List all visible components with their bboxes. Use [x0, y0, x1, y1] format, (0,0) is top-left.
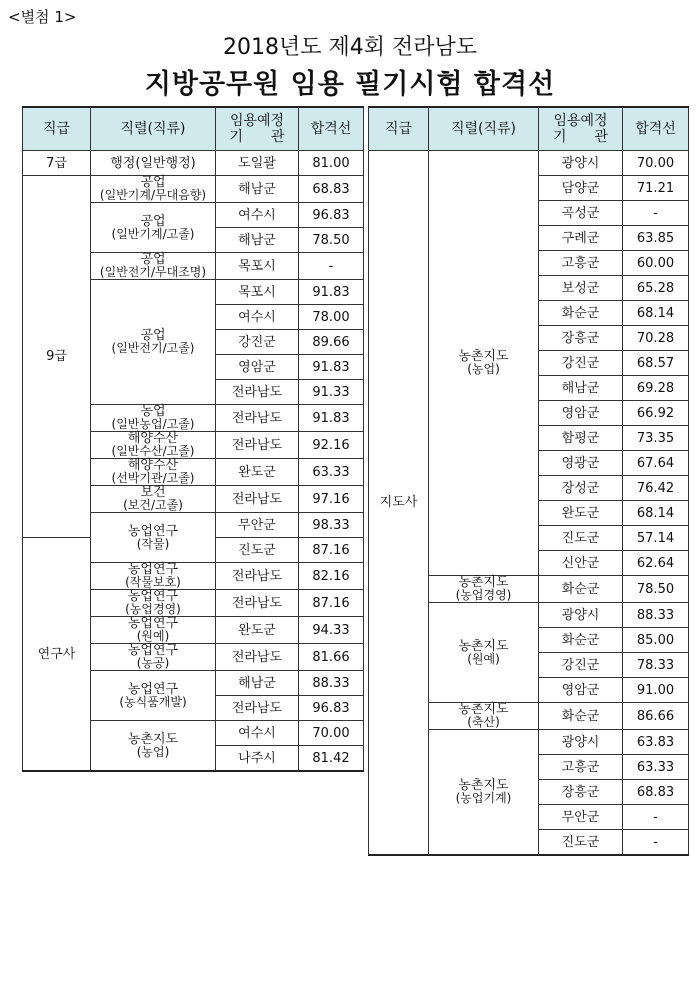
- agency-cell: 함평군: [539, 426, 623, 451]
- header-grade: 직급: [23, 107, 91, 151]
- cutoff-cell: 98.33: [299, 513, 364, 538]
- series-name: 해양수산: [127, 458, 179, 473]
- cutoff-cell: 81.42: [299, 746, 364, 772]
- series-detail: (농식품개발): [119, 694, 187, 709]
- agency-cell: 해남군: [216, 671, 299, 696]
- left-header-row: [23, 107, 364, 151]
- series-name: 공업: [140, 213, 166, 229]
- cutoff-cell: 78.00: [299, 305, 364, 330]
- agency-cell: 목포시: [216, 280, 299, 305]
- series-cell: [429, 576, 539, 603]
- right-header-row: [369, 107, 689, 151]
- agency-cell: 완도군: [539, 501, 623, 526]
- series-cell: [91, 151, 216, 176]
- cutoff-cell: 60.00: [623, 251, 689, 276]
- series-name: 농업연구: [127, 589, 179, 604]
- cutoff-cell: 57.14: [623, 526, 689, 551]
- series-cell: [91, 405, 216, 432]
- series-name: 농업: [140, 404, 166, 419]
- cutoff-cell: 70.00: [299, 721, 364, 746]
- series-detail: (일반기계/고졸): [111, 226, 195, 241]
- cutoff-cell: 68.57: [623, 351, 689, 376]
- agency-cell: 장성군: [539, 476, 623, 501]
- series-detail: (농업기계): [455, 791, 512, 805]
- cutoff-cell: 78.50: [623, 576, 689, 603]
- agency-cell: 여수시: [216, 305, 299, 330]
- agency-cell: 전라남도: [216, 486, 299, 513]
- header-agency-line1: 임용예정: [553, 113, 608, 129]
- agency-cell: 진도군: [216, 538, 299, 563]
- series-detail: (농업): [136, 744, 170, 759]
- cutoff-cell: 96.83: [299, 696, 364, 721]
- series-cell: [91, 513, 216, 563]
- series-detail: (일반수산/고졸): [111, 444, 195, 458]
- series-name: 농촌지도: [458, 349, 509, 364]
- agency-cell: 나주시: [216, 746, 299, 772]
- series-name: 해양수산: [127, 431, 179, 446]
- series-name: 농업연구: [127, 562, 179, 577]
- agency-cell: 완도군: [216, 459, 299, 486]
- series-detail: (농업경영): [455, 588, 512, 602]
- series-name: 농촌지도: [458, 702, 509, 717]
- agency-cell: 신안군: [539, 551, 623, 576]
- cutoff-cell: 69.28: [623, 376, 689, 401]
- cutoff-cell: 94.33: [299, 617, 364, 644]
- header-agency-line2: 기 관: [552, 129, 609, 145]
- left-results-table: [22, 106, 364, 772]
- cutoff-cell: -: [623, 830, 689, 856]
- agency-cell: 화순군: [539, 301, 623, 326]
- cutoff-cell: 92.16: [299, 432, 364, 459]
- cutoff-cell: 68.83: [299, 176, 364, 203]
- cutoff-cell: 67.64: [623, 451, 689, 476]
- agency-cell: 여수시: [216, 721, 299, 746]
- agency-cell: 보성군: [539, 276, 623, 301]
- series-cell: [91, 617, 216, 644]
- series-name: 농업연구: [127, 681, 179, 697]
- series-detail: (선박기관/고졸): [111, 471, 195, 485]
- agency-cell: 전라남도: [216, 405, 299, 432]
- series-name: 보건: [140, 485, 166, 500]
- cutoff-cell: 96.83: [299, 203, 364, 228]
- agency-cell: 완도군: [216, 617, 299, 644]
- agency-cell: 해남군: [216, 176, 299, 203]
- agency-cell: 목포시: [216, 253, 299, 280]
- header-agency-line2: 기 관: [229, 129, 285, 145]
- agency-cell: 전라남도: [216, 644, 299, 671]
- agency-cell: 해남군: [216, 228, 299, 253]
- cutoff-cell: -: [299, 253, 364, 280]
- series-name: 농촌지도: [458, 638, 509, 654]
- cutoff-cell: 81.66: [299, 644, 364, 671]
- series-cell: [91, 203, 216, 253]
- cutoff-cell: 78.33: [623, 653, 689, 678]
- agency-cell: 여수시: [216, 203, 299, 228]
- header-cutoff: 합격선: [623, 107, 689, 151]
- cutoff-cell: 87.16: [299, 538, 364, 563]
- cutoff-cell: 91.83: [299, 355, 364, 380]
- table-row: [23, 176, 364, 203]
- series-detail: (작물보호): [125, 575, 181, 589]
- series-cell: [429, 703, 539, 730]
- cutoff-cell: 87.16: [299, 590, 364, 617]
- series-cell: [91, 432, 216, 459]
- cutoff-cell: 62.64: [623, 551, 689, 576]
- agency-cell: 강진군: [539, 653, 623, 678]
- series-cell: [91, 644, 216, 671]
- cutoff-cell: 63.33: [299, 459, 364, 486]
- series-name: 농촌지도: [458, 575, 509, 590]
- agency-cell: 화순군: [539, 703, 623, 730]
- series-detail: (일반기계/무대음향): [99, 188, 207, 202]
- series-cell: [91, 563, 216, 590]
- cutoff-cell: 71.21: [623, 176, 689, 201]
- cutoff-cell: 88.33: [623, 603, 689, 628]
- cutoff-cell: 68.83: [623, 780, 689, 805]
- cutoff-cell: 97.16: [299, 486, 364, 513]
- agency-cell: 화순군: [539, 628, 623, 653]
- header-agency: [539, 107, 623, 151]
- agency-cell: 곡성군: [539, 201, 623, 226]
- cutoff-cell: 70.00: [623, 151, 689, 176]
- cutoff-cell: -: [623, 805, 689, 830]
- series-name: 농촌지도: [127, 731, 179, 747]
- series-name: 농업연구: [127, 523, 179, 539]
- agency-cell: 진도군: [539, 526, 623, 551]
- series-detail: (보건/고졸): [123, 498, 183, 512]
- agency-cell: 강진군: [539, 351, 623, 376]
- series-name: 공업: [140, 328, 166, 343]
- agency-cell: 영암군: [539, 401, 623, 426]
- right-results-table: [368, 106, 689, 856]
- series-detail: (원예): [136, 629, 170, 643]
- cutoff-cell: 91.33: [299, 380, 364, 405]
- header-agency-line1: 임용예정: [229, 113, 285, 129]
- series-cell: [91, 590, 216, 617]
- cutoff-cell: 78.50: [299, 228, 364, 253]
- cutoff-cell: 68.14: [623, 301, 689, 326]
- series-cell: [91, 459, 216, 486]
- series-name: 공업: [140, 175, 166, 190]
- series-cell: [429, 603, 539, 703]
- series-cell: [429, 730, 539, 856]
- cutoff-cell: 70.28: [623, 326, 689, 351]
- series-cell: [91, 671, 216, 721]
- series-cell: [91, 253, 216, 280]
- agency-cell: 해남군: [539, 376, 623, 401]
- agency-cell: 전라남도: [216, 380, 299, 405]
- series-detail: (농공): [136, 656, 170, 670]
- agency-cell: 광양시: [539, 603, 623, 628]
- title-line-1: 2018년도 제4회 전라남도: [223, 35, 477, 60]
- header-cutoff: 합격선: [299, 107, 364, 151]
- cutoff-cell: 66.92: [623, 401, 689, 426]
- cutoff-cell: 73.35: [623, 426, 689, 451]
- cutoff-cell: 68.14: [623, 501, 689, 526]
- series-name: 행정(일반행정): [110, 155, 196, 171]
- cutoff-cell: 82.16: [299, 563, 364, 590]
- agency-cell: 장흥군: [539, 780, 623, 805]
- cutoff-cell: 85.00: [623, 628, 689, 653]
- series-cell: [429, 151, 539, 576]
- cutoff-cell: 91.83: [299, 280, 364, 305]
- series-cell: [91, 721, 216, 772]
- agency-cell: 고흥군: [539, 755, 623, 780]
- series-detail: (축산): [467, 715, 500, 729]
- cutoff-cell: 88.33: [299, 671, 364, 696]
- header-agency: [216, 107, 299, 151]
- grade-cell: 연구사: [23, 538, 91, 772]
- series-cell: [91, 280, 216, 405]
- series-name: 농업연구: [127, 616, 179, 631]
- cutoff-cell: 76.42: [623, 476, 689, 501]
- series-detail: (작물): [136, 536, 170, 551]
- grade-cell: 9급: [23, 176, 91, 538]
- table-row: [369, 151, 689, 176]
- agency-cell: 영암군: [216, 355, 299, 380]
- cutoff-cell: 63.85: [623, 226, 689, 251]
- agency-cell: 장흥군: [539, 326, 623, 351]
- agency-cell: 전라남도: [216, 432, 299, 459]
- cutoff-cell: 65.28: [623, 276, 689, 301]
- agency-cell: 영광군: [539, 451, 623, 476]
- agency-cell: 영암군: [539, 678, 623, 703]
- header-grade: 직급: [369, 107, 429, 151]
- agency-cell: 진도군: [539, 830, 623, 856]
- agency-cell: 담양군: [539, 176, 623, 201]
- header-series: 직렬(직류): [91, 107, 216, 151]
- grade-cell: 지도사: [369, 151, 429, 856]
- agency-cell: 전라남도: [216, 563, 299, 590]
- agency-cell: 전라남도: [216, 590, 299, 617]
- cutoff-cell: 89.66: [299, 330, 364, 355]
- series-name: 농촌지도: [458, 778, 509, 793]
- cutoff-cell: 63.33: [623, 755, 689, 780]
- series-detail: (농업): [467, 362, 500, 376]
- agency-cell: 도일괄: [216, 151, 299, 176]
- cutoff-cell: 86.66: [623, 703, 689, 730]
- series-name: 농업연구: [127, 643, 179, 658]
- agency-cell: 무안군: [216, 513, 299, 538]
- cutoff-cell: -: [623, 201, 689, 226]
- grade-cell: 7급: [23, 151, 91, 176]
- header-series: 직렬(직류): [429, 107, 539, 151]
- agency-cell: 강진군: [216, 330, 299, 355]
- cutoff-cell: 91.00: [623, 678, 689, 703]
- attachment-label: <별첨 1>: [8, 8, 77, 26]
- series-detail: (원예): [467, 651, 500, 666]
- series-cell: [91, 176, 216, 203]
- agency-cell: 광양시: [539, 151, 623, 176]
- agency-cell: 고흥군: [539, 251, 623, 276]
- series-cell: [91, 486, 216, 513]
- table-row: [23, 151, 364, 176]
- agency-cell: 구례군: [539, 226, 623, 251]
- agency-cell: 무안군: [539, 805, 623, 830]
- series-detail: (일반전기/무대조명): [99, 265, 207, 279]
- title-line-2: 지방공무원 임용 필기시험 합격선: [144, 69, 556, 100]
- series-detail: (일반전기/고졸): [111, 341, 195, 355]
- agency-cell: 광양시: [539, 730, 623, 755]
- series-detail: (일반농업/고졸): [111, 417, 195, 431]
- cutoff-cell: 63.83: [623, 730, 689, 755]
- cutoff-cell: 81.00: [299, 151, 364, 176]
- cutoff-cell: 91.83: [299, 405, 364, 432]
- agency-cell: 화순군: [539, 576, 623, 603]
- agency-cell: 전라남도: [216, 696, 299, 721]
- series-name: 공업: [140, 252, 166, 267]
- series-detail: (농업경영): [125, 602, 181, 616]
